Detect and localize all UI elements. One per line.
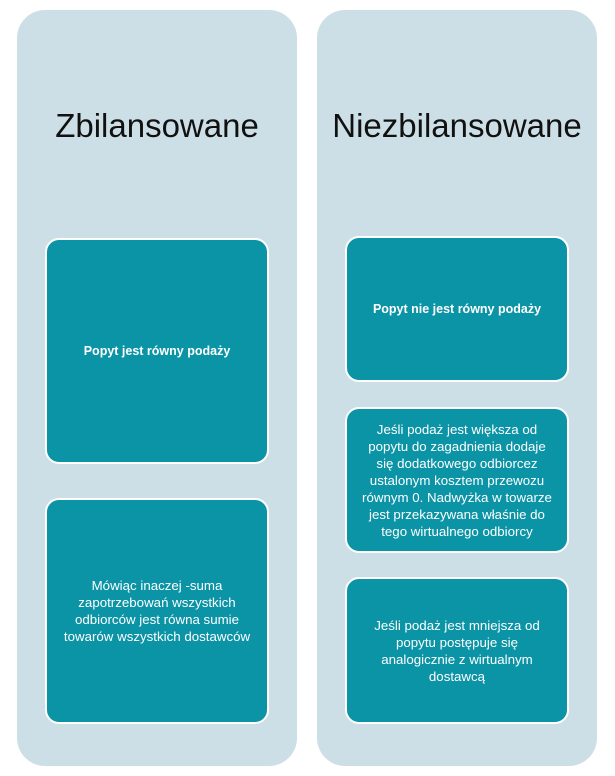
column-title-unbalanced: Niezbilansowane	[332, 107, 582, 144]
balanced-box-demand-equals-supply	[45, 238, 269, 464]
unbalanced-box-supply-greater	[345, 407, 569, 553]
column-title-balanced: Zbilansowane	[55, 107, 259, 144]
unbalanced-box-demand-not-equal-supply	[345, 236, 569, 382]
box-text: Jeśli podaż jest mniejsza od popytu postępuje się analogicznie z wirtualnym dostawcą	[374, 617, 540, 684]
box-text: Popyt jest równy podaży	[83, 343, 231, 358]
box-text: Jeśli podaż jest większa od popytu do zagadnienia dodaje się dodatkowego odbiorcez ustalonym kosztem przewozu równym 0. Nadwyżka w towarze jest przekazywana właśnie do tego wirtualnego odbiorcy	[362, 421, 552, 539]
box-text: Mówiąc inaczej -suma zapotrzebowań wszystkich odbiorców jest równa sumie towarów wszystkich dostawców	[63, 578, 251, 644]
balanced-box-explanation	[45, 498, 269, 724]
box-text: Popyt nie jest równy podaży	[372, 301, 542, 316]
unbalanced-box-supply-smaller	[345, 577, 569, 724]
